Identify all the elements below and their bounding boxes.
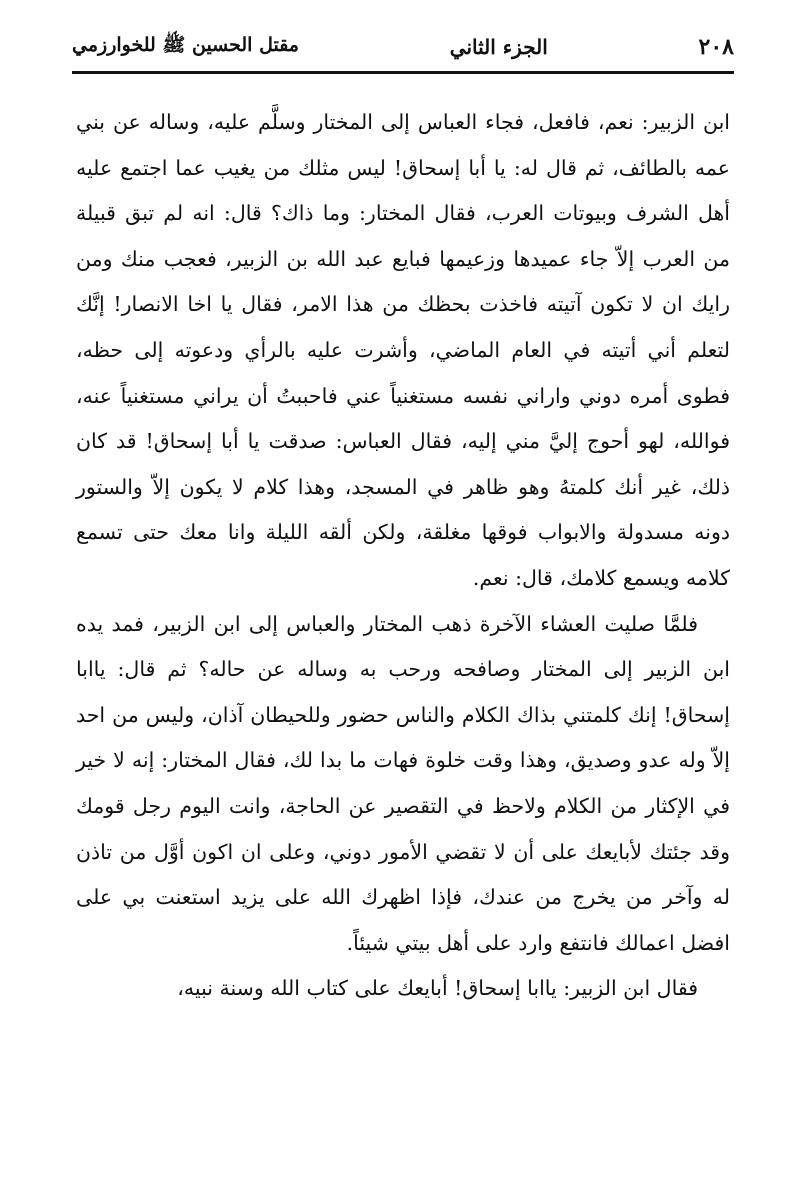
header-rule xyxy=(72,71,734,74)
page-body xyxy=(76,100,730,1012)
book-title: مقتل الحسين ﷺ للخوارزمي xyxy=(72,34,299,56)
page-header xyxy=(72,30,734,64)
paragraph: فقال ابن الزبير: ياابا إسحاق! أبايعك على كتاب الله وسنة نبيه، xyxy=(177,976,698,1001)
paragraph: ابن الزبير: نعم، فافعل، فجاء العباس إلى المختار وسلَّم عليه، وساله عن بني عمه بالطائف، ثم قال له: يا أبا إسحاق! ليس مثلك من يغيب عما اجتمع عليه أهل الشرف وبيوتات العرب، فقال المختار: وما ذاك؟ قال: انه لم تبق قبيلة من العرب إلاّ جاء عميدها وزعيمها فبايع عبد الله بن الزبير، فعجب منك ومن رايك ان لا تكون آتيته فاخذت بحظك من هذا الامر، فقال يا اخا الانصار! إنَّك لتعلم أني أتيته في العام الماضي، وأشرت عليه بالرأي ودعوته إلى حظه، فطوى أمره دوني واراني نفسه مستغنياً عني فاحببتُ أن يراني مستغنياً عنه، فوالله، لهو أحوج إليَّ مني إليه، فقال العباس: صدقت يا أبا إسحاق! قد كان ذلك، غير أنك كلمتهُ وهو ظاهر في المسجد، وهذا كلام لا يكون إلاّ والستور دونه مسدولة والابواب فوقها مغلقة، ولكن ألقه الليلة وانا معك حتى تسمع كلامه ويسمع كلامك، قال: نعم. xyxy=(76,110,730,590)
paragraph: فلمَّا صليت العشاء الآخرة ذهب المختار والعباس إلى ابن الزبير، فمد يده ابن الزبير إلى المختار وصافحه ورحب به وساله عن حاله؟ ثم قال: ياابا إسحاق! إنك كلمتني بذاك الكلام والناس حضور وللحيطان آذان، وليس من احد إلاّ وله عدو وصديق، وهذا وقت خلوة فهات ما بدا لك، فقال المختار: إنه لا خير في الإكثار من الكلام ولاحظ في التقصير عن الحاجة، وانت اليوم رجل قومك وقد جئتك لأبايعك على أن لا تقضي الأمور دوني، وعلى ان اكون أوَّل من تاذن له وآخر من يخرج من عندك، فإذا اظهرك الله على يزيد استعنت بي على افضل اعمالك فانتفع وارد على أهل بيتي شيئاً. xyxy=(76,611,730,955)
part-title: الجزء الثاني xyxy=(449,35,548,59)
page-number: ٢٠٨ xyxy=(698,34,734,60)
